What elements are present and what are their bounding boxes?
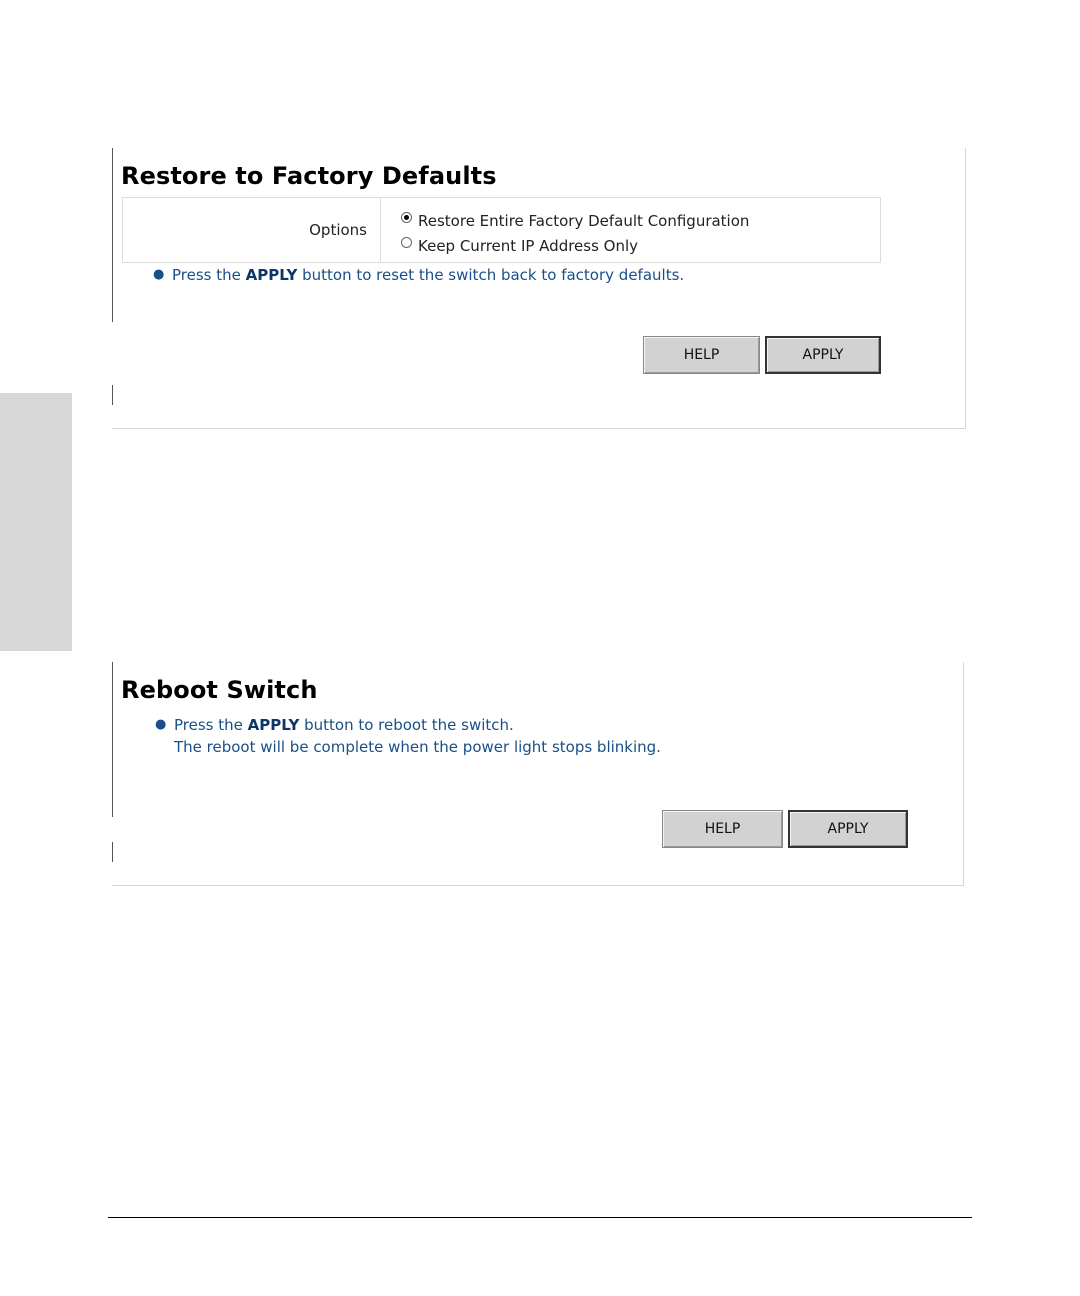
help-button[interactable]: HELP [662, 810, 783, 848]
reboot-instruction [155, 714, 661, 758]
options-radio-group [381, 198, 880, 262]
restore-defaults-title: Restore to Factory Defaults [121, 162, 497, 190]
apply-button[interactable]: APPLY [788, 810, 908, 848]
radio-option-label: Restore Entire Factory Default Configuration [418, 211, 750, 230]
note-suffix: button to reset the switch back to factory defaults. [297, 266, 685, 284]
panel-left-edge [112, 385, 113, 405]
restore-defaults-panel [112, 148, 966, 429]
note-line-2: The reboot will be complete when the power light stops blinking. [174, 738, 661, 756]
radio-option-restore-entire[interactable] [401, 208, 880, 233]
reboot-switch-title: Reboot Switch [121, 676, 318, 704]
note-suffix: button to reboot the switch. [299, 716, 514, 734]
note-prefix: Press the [172, 266, 246, 284]
side-thumb-tab [0, 393, 72, 651]
radio-selected-icon[interactable] [401, 212, 412, 223]
note-apply-keyword: APPLY [245, 266, 298, 284]
apply-button[interactable]: APPLY [765, 336, 881, 374]
bullet-icon: ● [155, 717, 167, 732]
radio-unselected-icon[interactable] [401, 237, 412, 248]
radio-option-label: Keep Current IP Address Only [418, 236, 639, 255]
panel-left-edge [112, 842, 113, 862]
panel-left-edge [112, 148, 113, 322]
footer-rule [108, 1217, 972, 1218]
help-button[interactable]: HELP [643, 336, 760, 374]
bullet-icon: ● [153, 267, 165, 282]
panel-left-edge [112, 662, 113, 817]
restore-instruction [153, 264, 685, 286]
options-label: Options [123, 198, 381, 262]
note-prefix: Press the [174, 716, 248, 734]
note-apply-keyword: APPLY [247, 716, 300, 734]
radio-option-keep-ip[interactable] [401, 233, 880, 258]
options-table [122, 197, 881, 263]
reboot-switch-panel [112, 662, 964, 886]
